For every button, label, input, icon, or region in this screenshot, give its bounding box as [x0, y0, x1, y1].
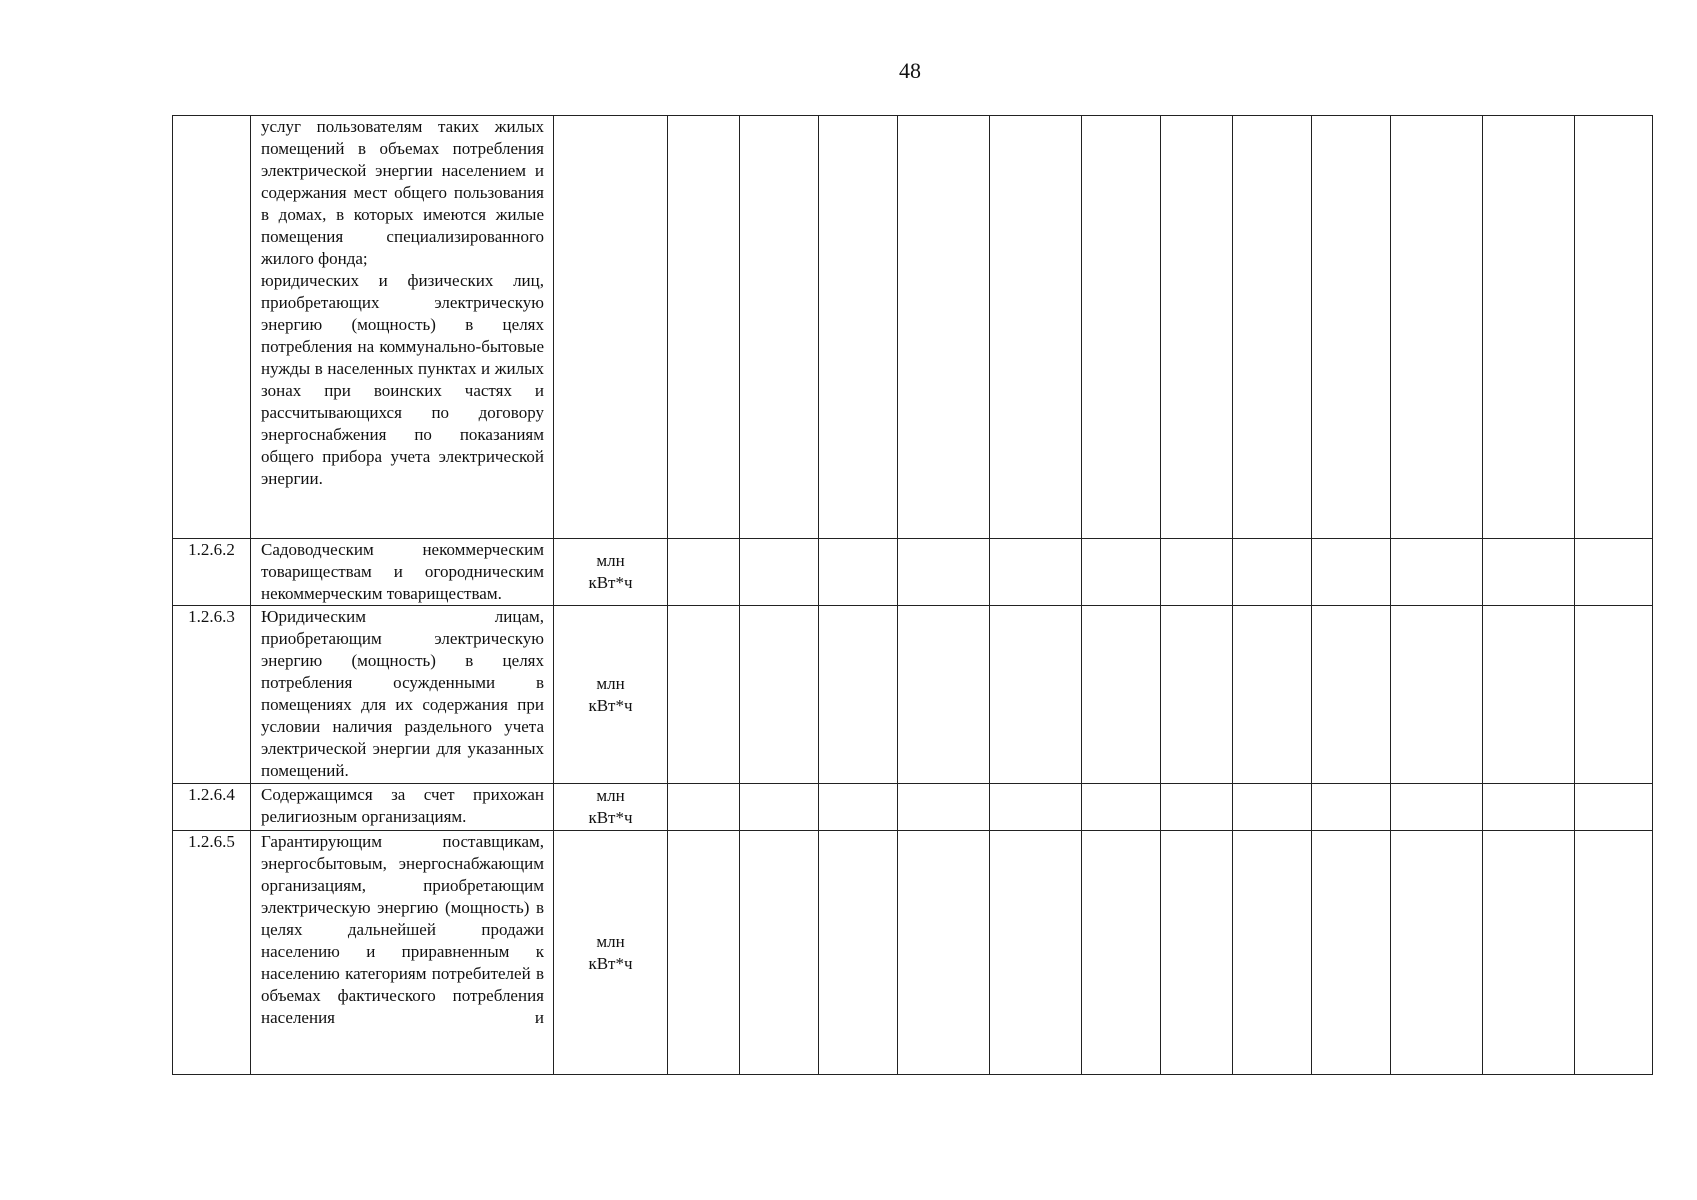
- empty-cell: [1312, 606, 1391, 784]
- row-number-cell: 1.2.6.3: [173, 606, 251, 784]
- empty-cell: [740, 831, 819, 1075]
- empty-cell: [1483, 606, 1575, 784]
- empty-cell: [819, 606, 898, 784]
- empty-cell: [668, 539, 740, 606]
- empty-cell: [1312, 784, 1391, 831]
- unit-cell: [554, 116, 668, 539]
- table-row: [173, 539, 1653, 606]
- description-paragraph: Содержащимся за счет прихожан религиозным организациям.: [261, 785, 544, 826]
- empty-cell: [819, 784, 898, 831]
- unit-cell: [554, 784, 668, 831]
- empty-cell: [990, 116, 1082, 539]
- empty-cell: [740, 606, 819, 784]
- page-number: 48: [899, 58, 921, 83]
- empty-cell: [740, 784, 819, 831]
- row-number-cell: [173, 116, 251, 539]
- empty-cell: [1082, 831, 1161, 1075]
- empty-cell: [740, 116, 819, 539]
- empty-cell: [1575, 784, 1653, 831]
- empty-cell: [819, 831, 898, 1075]
- unit-line: кВт*ч: [588, 573, 633, 592]
- unit-line: кВт*ч: [588, 695, 633, 715]
- empty-cell: [1391, 606, 1483, 784]
- empty-cell: [819, 539, 898, 606]
- row-number-cell: 1.2.6.2: [173, 539, 251, 606]
- table-row: [173, 606, 1653, 784]
- empty-cell: [668, 606, 740, 784]
- empty-cell: [668, 116, 740, 539]
- table-row: [173, 831, 1653, 1075]
- description-paragraph: услуг пользователям таких жилых помещений в объемах потребления электрической энергии населением и содержания мест общего пользования в домах, в которых имеются жилые помещения специализированного жилого фонда;: [261, 117, 544, 268]
- unit-cell: [554, 606, 668, 784]
- empty-cell: [990, 606, 1082, 784]
- empty-cell: [1575, 831, 1653, 1075]
- empty-cell: [1391, 831, 1483, 1075]
- unit-line: кВт*ч: [588, 953, 633, 973]
- empty-cell: [1082, 784, 1161, 831]
- row-number-cell: 1.2.6.4: [173, 784, 251, 831]
- empty-cell: [1391, 539, 1483, 606]
- empty-cell: [668, 784, 740, 831]
- unit-cell: [554, 539, 668, 606]
- description-paragraph: Гарантирующим поставщикам, энергосбытовым, энергоснабжающим организациям, приобретающим электрическую энергию (мощность) в целях дальнейшей продажи населению и приравненным к населению категориям потребителей в объемах фактического потребления населения и: [261, 832, 544, 1027]
- empty-cell: [1391, 116, 1483, 539]
- table-row: [173, 116, 1653, 539]
- empty-cell: [1161, 606, 1233, 784]
- empty-cell: [898, 831, 990, 1075]
- row-description-cell: [251, 116, 554, 539]
- row-description-cell: [251, 784, 554, 831]
- empty-cell: [1082, 539, 1161, 606]
- row-description-cell: [251, 606, 554, 784]
- empty-cell: [1483, 784, 1575, 831]
- empty-cell: [1082, 606, 1161, 784]
- unit-line: кВт*ч: [588, 808, 633, 827]
- empty-cell: [668, 831, 740, 1075]
- empty-cell: [990, 831, 1082, 1075]
- unit-line: млн: [596, 673, 625, 693]
- empty-cell: [1483, 539, 1575, 606]
- empty-cell: [1483, 831, 1575, 1075]
- empty-cell: [1312, 831, 1391, 1075]
- table-row: [173, 784, 1653, 831]
- empty-cell: [1233, 116, 1312, 539]
- empty-cell: [1233, 539, 1312, 606]
- unit-cell: [554, 831, 668, 1075]
- empty-cell: [1161, 116, 1233, 539]
- empty-cell: [1575, 116, 1653, 539]
- unit-line: млн: [596, 931, 625, 951]
- empty-cell: [1391, 784, 1483, 831]
- empty-cell: [898, 116, 990, 539]
- empty-cell: [819, 116, 898, 539]
- empty-cell: [898, 606, 990, 784]
- row-number-cell: 1.2.6.5: [173, 831, 251, 1075]
- empty-cell: [1233, 606, 1312, 784]
- description-paragraph: Садоводческим некоммерческим товариществам и огородническим некоммерческим товариществам.: [261, 540, 544, 603]
- empty-cell: [990, 784, 1082, 831]
- description-paragraph: юридических и физических лиц, приобретающих электрическую энергию (мощность) в целях потребления на коммунально-бытовые нужды в населенных пунктах и жилых зонах при воинских частях и рассчитывающихся по договору энергоснабжения по показаниям общего прибора учета электрической энергии.: [261, 271, 544, 488]
- empty-cell: [1575, 539, 1653, 606]
- empty-cell: [1233, 831, 1312, 1075]
- empty-cell: [740, 539, 819, 606]
- data-table: [172, 115, 1653, 1075]
- empty-cell: [1233, 784, 1312, 831]
- empty-cell: [990, 539, 1082, 606]
- unit-line: млн: [596, 551, 625, 570]
- row-description-cell: [251, 539, 554, 606]
- empty-cell: [1082, 116, 1161, 539]
- empty-cell: [1312, 539, 1391, 606]
- empty-cell: [1161, 539, 1233, 606]
- empty-cell: [1483, 116, 1575, 539]
- empty-cell: [1161, 784, 1233, 831]
- empty-cell: [1312, 116, 1391, 539]
- unit-line: млн: [596, 786, 625, 805]
- empty-cell: [1575, 606, 1653, 784]
- description-paragraph: Юридическим лицам, приобретающим электрическую энергию (мощность) в целях потребления осужденными в помещениях для их содержания при условии наличия раздельного учета электрической энергии для указанных помещений.: [261, 607, 544, 780]
- empty-cell: [898, 539, 990, 606]
- row-description-cell: [251, 831, 554, 1075]
- empty-cell: [1161, 831, 1233, 1075]
- empty-cell: [898, 784, 990, 831]
